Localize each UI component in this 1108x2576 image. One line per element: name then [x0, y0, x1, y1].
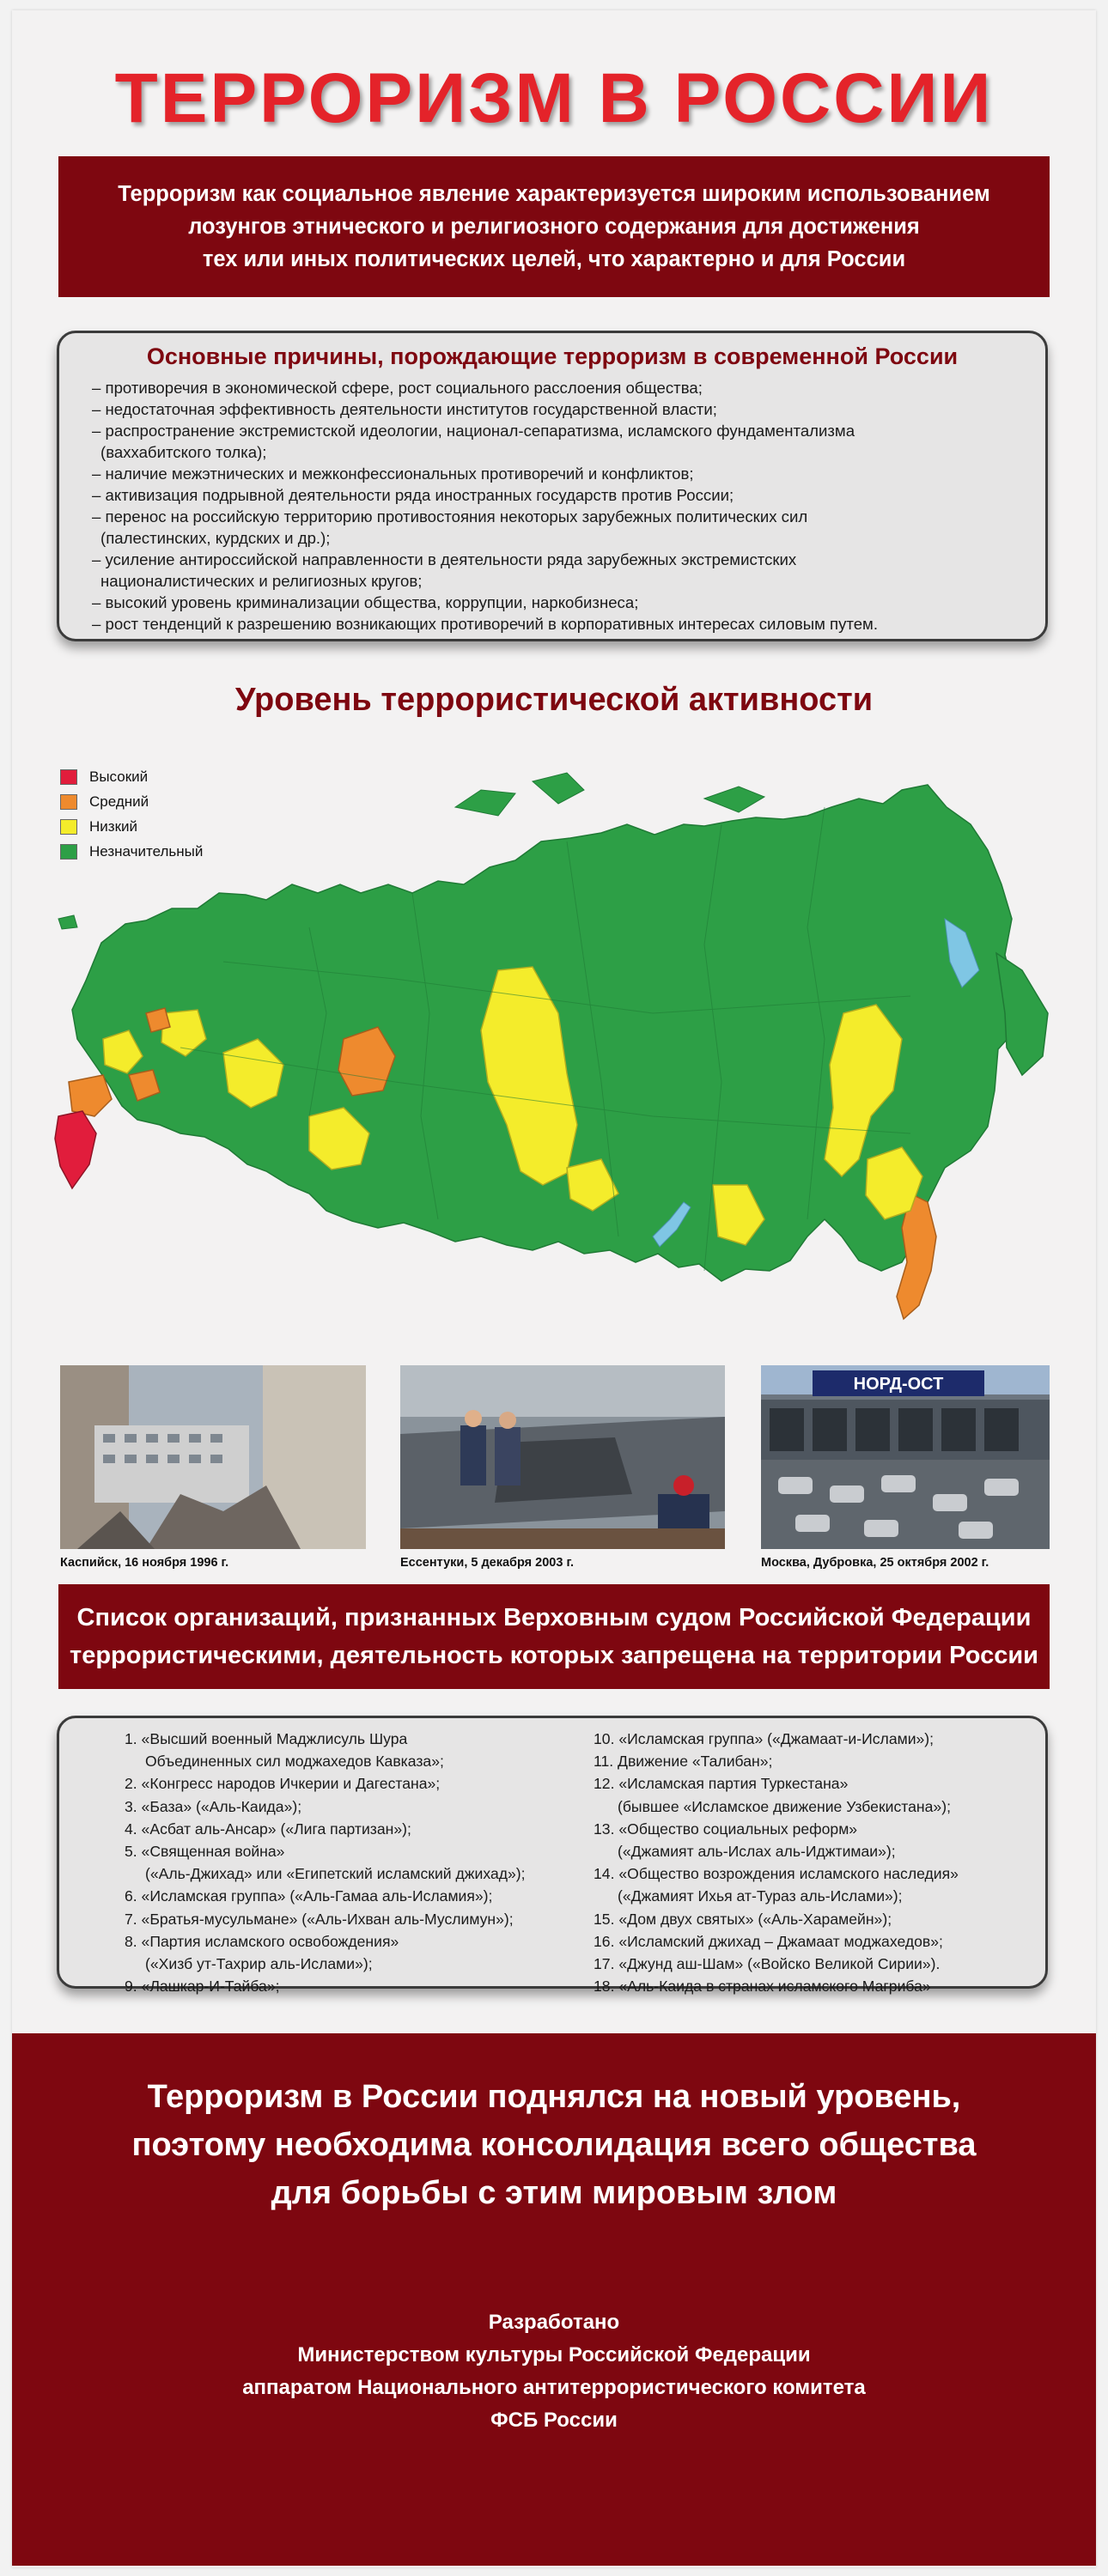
- legend-item: [60, 764, 203, 789]
- legend-swatch-red: [60, 769, 77, 785]
- org-item-cont: («Хизб ут-Тахрир аль-Ислами»);: [145, 1955, 373, 1973]
- org-item: 11. Движение «Талибан»;: [594, 1753, 773, 1771]
- cause-item: – усиление антироссийской направленности в деятельности ряда зарубежных экстремистских: [92, 550, 797, 568]
- org-item: 7. «Братья-мусульмане» («Аль-Ихван аль-Муслимун»);: [125, 1910, 514, 1928]
- org-item: 1. «Высший военный Маджлисуль Шура: [125, 1730, 408, 1747]
- photo-caption: Москва, Дубровка, 25 октября 2002 г.: [761, 1556, 989, 1570]
- cause-item-cont: (ваххабитского толка);: [100, 443, 267, 461]
- cause-item-cont: националистических и религиозных кругов;: [100, 572, 423, 590]
- map-island: [533, 773, 584, 804]
- legend-swatch-yellow: [60, 819, 77, 835]
- map-region-red: [55, 1111, 96, 1188]
- photo-caption: Ессентуки, 5 декабря 2003 г.: [400, 1556, 575, 1570]
- org-item: 17. «Джунд аш-Шам» («Войско Великой Сирии»).: [594, 1955, 941, 1973]
- slogan-line: Терроризм в России поднялся на новый уровень,: [147, 2079, 961, 2115]
- photo-dubrovka: [761, 1365, 1050, 1549]
- org-item: 4. «Асбат аль-Ансар» («Лига партизан»);: [125, 1820, 411, 1838]
- org-item: 5. «Священная война»: [125, 1843, 285, 1861]
- orgs-column-left: [92, 1728, 590, 1998]
- cause-item: – высокий уровень криминализации общества, коррупции, наркобизнеса;: [92, 593, 639, 611]
- slogan-line: поэтому необходима консолидация всего общества: [131, 2127, 977, 2163]
- map-island: [455, 790, 515, 816]
- orgs-column-right: [594, 1728, 1040, 1998]
- org-item: 15. «Дом двух святых» («Аль-Харамейн»);: [594, 1910, 892, 1928]
- org-item: 6. «Исламская группа» («Аль-Гамаа аль-Исламия»);: [125, 1887, 493, 1905]
- developed-line: Министерством культуры Российской Федерации: [297, 2343, 811, 2366]
- org-item: 14. «Общество возрождения исламского наследия»: [594, 1865, 959, 1883]
- orgs-box: [57, 1716, 1048, 1996]
- photo-kaspiysk: [60, 1365, 366, 1549]
- intro-line: Терроризм как социальное явление характеризуется широким использованием: [118, 182, 990, 206]
- org-item: 8. «Партия исламского освобождения»: [125, 1932, 399, 1950]
- map-title: Уровень террористической активности: [234, 682, 874, 718]
- developed-line: ФСБ России: [490, 2409, 618, 2432]
- legend-label: Высокий: [89, 768, 149, 785]
- legend-item: [60, 814, 203, 839]
- footer-banner: [12, 2033, 1096, 2566]
- legend-swatch-green: [60, 844, 77, 860]
- org-item: 10. «Исламская группа» («Джамаат-и-Ислами»);: [594, 1730, 934, 1747]
- org-item: 16. «Исламский джихад – Джамаат моджахедов»;: [594, 1932, 943, 1950]
- cause-item: – рост тенденций к разрешению возникающих противоречий в корпоративных интересах силовым путем.: [92, 615, 878, 633]
- legend-label: Низкий: [89, 817, 137, 835]
- org-item-cont: («Джамият Ихья ат-Тураз аль-Ислами»);: [618, 1887, 903, 1905]
- cause-item: – наличие межэтнических и межконфессиональных противоречий и конфликтов;: [92, 465, 694, 483]
- org-item: 9. «Лашкар-И-Тайба»;: [125, 1978, 280, 1996]
- cause-item: – активизация подрывной деятельности ряда иностранных государств против России;: [92, 486, 734, 504]
- photo-essentuki: [400, 1365, 725, 1549]
- causes-heading: Основные причины, порождающие терроризм в современной России: [146, 343, 959, 369]
- map-legend: [60, 764, 203, 864]
- cause-item: – противоречия в экономической сфере, рост социального расслоения общества;: [92, 379, 703, 397]
- orgs-heading-line: Список организаций, признанных Верховным судом Российской Федерации: [76, 1604, 1032, 1631]
- map-island: [704, 787, 764, 812]
- orgs-heading: [58, 1584, 1050, 1689]
- orgs-heading-line: террористическими, деятельность которых запрещена на территории России: [70, 1642, 1038, 1669]
- org-item-cont: (бывшее «Исламское движение Узбекистана»);: [618, 1797, 951, 1815]
- legend-label: Средний: [89, 793, 149, 810]
- map-region-orange: [69, 1075, 112, 1116]
- org-item: 3. «База» («Аль-Каида»);: [125, 1797, 302, 1815]
- legend-item: [60, 789, 203, 814]
- legend-item: [60, 839, 203, 864]
- developed-by: [12, 2306, 1096, 2437]
- intro-line: лозунгов этнического и религиозного содержания для достижения: [188, 215, 920, 239]
- page-title: ТЕРРОРИЗМ В РОССИИ: [114, 59, 994, 137]
- org-item: 12. «Исламская партия Туркестана»: [594, 1775, 849, 1793]
- cause-item: – недостаточная эффективность деятельности институтов государственной власти;: [92, 400, 717, 418]
- org-item-cont: Объединенных сил моджахедов Кавказа»;: [145, 1753, 444, 1771]
- map-region-kaliningrad: [58, 915, 77, 929]
- legend-swatch-orange: [60, 794, 77, 810]
- map-region-orange: [146, 1008, 170, 1032]
- russia-map: [52, 756, 1065, 1348]
- org-item: 2. «Конгресс народов Ичкерии и Дагестана»;: [125, 1775, 441, 1793]
- org-item-cont: («Джамият аль-Ислах аль-Иджтимаи»);: [618, 1843, 896, 1861]
- slogan-line: для борьбы с этим мировым злом: [271, 2175, 837, 2211]
- org-item: 13. «Общество социальных реформ»: [594, 1820, 858, 1838]
- cause-item-cont: (палестинских, курдских и др.);: [100, 529, 331, 547]
- intro-banner: [58, 156, 1050, 297]
- nord-ost-sign: НОРД-ОСТ: [853, 1375, 944, 1394]
- cause-item: – перенос на российскую территорию противостояния некоторых зарубежных политических сил: [92, 507, 808, 526]
- slogan: [12, 2073, 1096, 2217]
- cause-item: – распространение экстремистской идеологии, национал-сепаратизма, исламского фундаментализма: [92, 422, 855, 440]
- developed-line: аппаратом Национального антитеррористического комитета: [242, 2376, 866, 2399]
- developed-line: Разработано: [488, 2311, 620, 2334]
- photo-caption: Каспийск, 16 ноября 1996 г.: [60, 1556, 229, 1570]
- org-item: 18. «Аль-Каида в странах исламского Магриба»: [594, 1978, 931, 1996]
- causes-box: [57, 331, 1048, 641]
- intro-line: тех или иных политических целей, что характерно и для России: [202, 247, 906, 271]
- org-item-cont: («Аль-Джихад» или «Египетский исламский джихад»);: [145, 1865, 526, 1883]
- legend-label: Незначительный: [89, 842, 204, 860]
